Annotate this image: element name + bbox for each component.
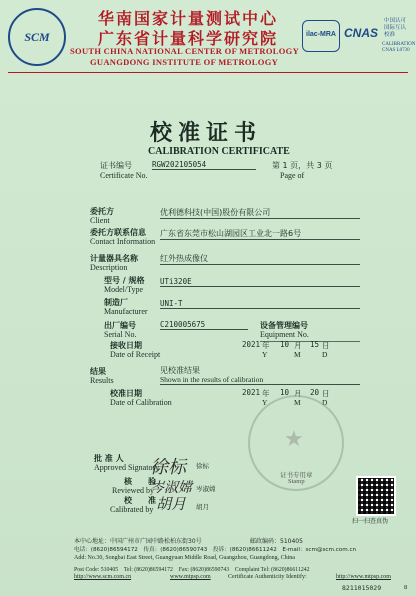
approved-label-en: Approved Signatory [94,463,160,472]
client-label-en: Client [90,216,110,225]
title-en: CALIBRATION CERTIFICATE [148,146,290,157]
reviewed-label-en: Reviewed by [112,486,154,495]
calibrated-name-print: 胡月 [196,503,209,511]
footer-web-1[interactable]: http://www.scm.com.cn [74,574,132,580]
client-label-cn: 委托方 [90,207,114,216]
cnas-text-1: 中国认可 [384,18,407,24]
cnas-logo: CNAS [343,26,378,40]
results-label-en: Results [90,376,114,385]
receipt-y-en: Y [262,350,268,359]
org-en-1: SOUTH CHINA NATIONAL CENTER OF METROLOGY [70,46,300,56]
contact-label-en: Contact Information [90,237,156,246]
footer-addr-cn: 本中心地址：中国广州市广园中路松柏东街30号 [74,538,202,545]
cert-no-label-en: Certificate No. [100,171,148,180]
stamp-label-cn: 证书专用章 [280,471,313,479]
contact-value: 广东省东莞市松山湖园区工业北一路6号 [160,228,360,240]
mfr-label-cn: 制造厂 [104,298,128,307]
title-cn: 校准证书 [150,121,263,146]
desc-value: 红外热成像仪 [160,253,360,265]
receipt-m: 月 [294,341,302,350]
footer-addr-en: Add: No.30, Songbai East Street, Guangyuan Middle Road, Guangzhou, Guangdong, China [74,555,295,561]
serial-label-cn: 出厂编号 [104,321,136,330]
qr-caption: 扫一扫查真伪 [352,518,389,525]
footer-code: 8211015029 [342,584,382,592]
reviewed-label-cn: 核 验 [124,477,156,486]
ilac-mra-text: ilac-MRA [306,31,336,38]
authenticity-qr-code[interactable] [356,476,396,516]
calibrated-signature: 胡月 [156,495,187,513]
page-cn: 第 1 页，共 3 页 [272,161,333,170]
serial-label-en: Serial No. [104,330,137,339]
calibrated-label-cn: 校 准 [124,496,156,505]
cnas-text [384,18,406,39]
cnas-text-2: 国际互认 [384,25,407,31]
mfr-value: UNI-T [160,299,360,309]
footer-page-no: 8 [404,584,408,591]
header-divider [8,72,408,73]
calib-label-en: Date of Calibration [110,398,172,407]
org-cn-1: 华南国家计量测试中心 [98,9,279,28]
calib-d: 日 [322,389,330,398]
stamp-label-en: Stamp [288,478,305,485]
footer-web-2[interactable]: www.mtpsp.com [170,574,211,580]
footer-web-auth: Certificate Authenticity Identify: [228,574,307,580]
scm-logo-text: SCM [24,30,50,44]
org-cn-2: 广东省计量科学研究院 [98,29,279,48]
model-label-en: Model/Type [104,285,143,294]
receipt-month: 10 [280,340,290,349]
calib-year: 2021 [242,388,261,397]
receipt-year: 2021 [242,340,261,349]
page-en: Page of [280,171,305,180]
footer-tel-cn: 电话：(8620)86594172 传真：(8620)86590743 投诉：(8620)86611242 E-mail：scm@scm.com.cn [74,547,357,553]
calib-m-en: M [294,398,301,407]
contact-label-cn: 委托方联系信息 [90,228,146,237]
scm-logo [8,8,66,66]
calibrated-label-en: Calibrated by [110,505,154,514]
calib-day: 20 [310,388,320,397]
approved-name-print: 徐标 [196,462,209,470]
approved-label-cn: 批 准 人 [94,454,124,463]
cert-no-value: RGW202105054 [152,160,256,170]
mfr-label-en: Manufacturer [104,307,148,316]
receipt-day: 15 [310,340,320,349]
receipt-d-en: D [322,350,328,359]
org-en-2: GUANGDONG INSTITUTE OF METROLOGY [90,57,279,67]
seal-star-icon: ★ [284,427,304,452]
cnas-text-5: CNAS L0730 [382,48,410,53]
results-value-cn: 见校准结果 [160,366,200,375]
serial-value: C210005675 [160,320,248,330]
approved-signature: 徐标 [150,457,186,478]
calib-label-cn: 校准日期 [110,389,142,398]
cert-no-label-cn: 证书编号 [100,161,132,170]
ilac-mra-logo [302,20,340,52]
footer-post-cn: 邮政编码：510405 [250,538,303,545]
receipt-m-en: M [294,350,301,359]
results-value-en: Shown in the results of calibration [160,375,360,385]
equip-label-cn: 设备管理编号 [260,321,308,330]
model-label-cn: 型号 / 规格 [104,276,145,285]
calib-y: 年 [262,389,270,398]
reviewed-name-print: 岑淑嫦 [196,485,216,493]
cnas-text-4: CALIBRATION [382,42,416,47]
receipt-d: 日 [322,341,330,350]
calib-y-en: Y [262,398,268,407]
reviewed-signature: 岑淑嫦 [150,480,192,496]
results-label-cn: 结果 [90,367,106,376]
model-value: UTi320E [160,277,360,287]
calib-d-en: D [322,398,328,407]
receipt-y: 年 [262,341,270,350]
client-value: 优利德科技(中国)股份有限公司 [160,207,360,219]
equip-label-en: Equipment No. [260,330,309,339]
cnas-cal [382,42,415,54]
footer-web-3[interactable]: http://www.mtpsp.com [336,574,391,580]
receipt-label-cn: 接收日期 [110,341,142,350]
footer-post-en: Post Code: 510405 Tel: (8620)86594172 Fax: (8620)86590743 Complaint Tel: (8620)86611242 [74,567,310,573]
calib-m: 月 [294,389,302,398]
cnas-text-3: 校准 [384,32,396,38]
receipt-label-en: Date of Receipt [110,350,161,359]
calib-month: 10 [280,388,290,397]
desc-label-cn: 计量器具名称 [90,254,138,263]
desc-label-en: Description [90,263,128,272]
